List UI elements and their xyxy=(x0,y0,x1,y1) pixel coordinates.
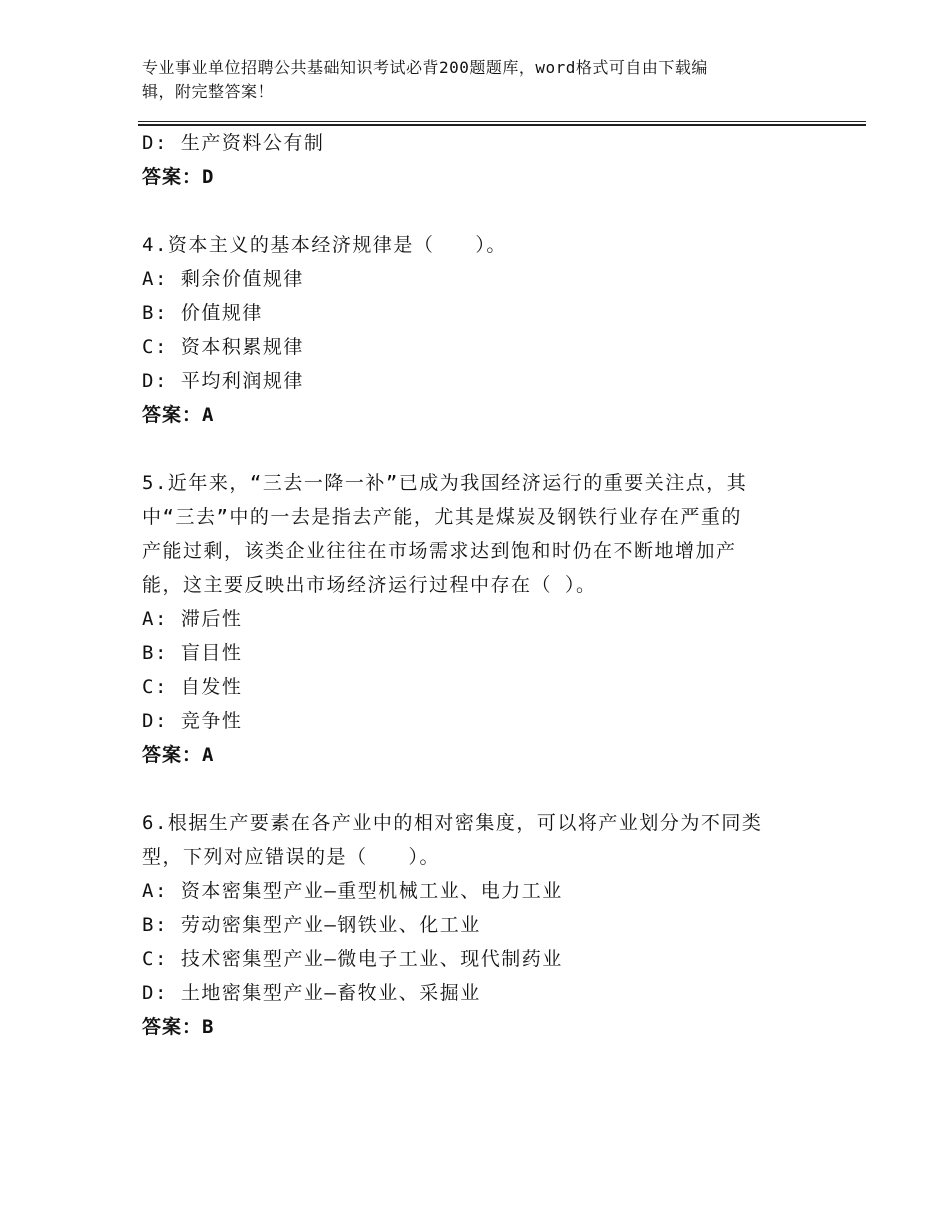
question-5 xyxy=(142,466,812,772)
stem-line: 5.近年来，“三去一降一补”已成为我国经济运行的重要关注点，其 xyxy=(142,472,748,494)
option-b: B: 价值规律 xyxy=(142,302,263,324)
stem-line: 产能过剩，该类企业往往在市场需求达到饱和时仍在不断地增加产 xyxy=(142,540,737,562)
answer-label: 答案：D xyxy=(142,166,215,188)
stem-line: 6.根据生产要素在各产业中的相对密集度，可以将产业划分为不同类 xyxy=(142,812,763,834)
header-line-1: 专业事业单位招聘公共基础知识考试必背200题题库，word格式可自由下载编 xyxy=(142,58,708,77)
answer-label: 答案：B xyxy=(142,1016,215,1038)
option-c: C: 资本积累规律 xyxy=(142,336,304,358)
option-c: C: 自发性 xyxy=(142,676,243,698)
option-c: C: 技术密集型产业—微电子工业、现代制药业 xyxy=(142,948,563,970)
answer-label: 答案：A xyxy=(142,404,215,426)
option-d: D: 平均利润规律 xyxy=(142,370,304,392)
answer-label: 答案：A xyxy=(142,744,215,766)
option-d: D: 生产资料公有制 xyxy=(142,132,325,154)
question-stem: 4.资本主义的基本经济规律是（ ）。 xyxy=(142,234,507,256)
stem-line: 中“三去”中的一去是指去产能，尤其是煤炭及钢铁行业存在严重的 xyxy=(142,506,742,528)
spacer xyxy=(142,772,812,806)
option-b: B: 盲目性 xyxy=(142,642,243,664)
spacer xyxy=(142,432,812,466)
document-body xyxy=(142,126,812,1044)
document-header xyxy=(142,56,792,104)
stem-line: 能，这主要反映出市场经济运行过程中存在（ ）。 xyxy=(142,574,597,596)
question-stem xyxy=(142,806,812,874)
option-a: A: 滞后性 xyxy=(142,608,243,630)
header-line-2: 辑，附完整答案！ xyxy=(142,82,275,101)
option-a: A: 资本密集型产业—重型机械工业、电力工业 xyxy=(142,880,563,902)
question-3 xyxy=(142,126,812,194)
question-6 xyxy=(142,806,812,1044)
option-a: A: 剩余价值规律 xyxy=(142,268,304,290)
option-d: D: 土地密集型产业—畜牧业、采掘业 xyxy=(142,982,481,1004)
question-4 xyxy=(142,228,812,432)
option-d: D: 竞争性 xyxy=(142,710,243,732)
header-divider-thin xyxy=(138,121,866,122)
option-b: B: 劳动密集型产业—钢铁业、化工业 xyxy=(142,914,481,936)
question-stem xyxy=(142,466,812,602)
spacer xyxy=(142,194,812,228)
stem-line: 型，下列对应错误的是（ ）。 xyxy=(142,846,441,868)
